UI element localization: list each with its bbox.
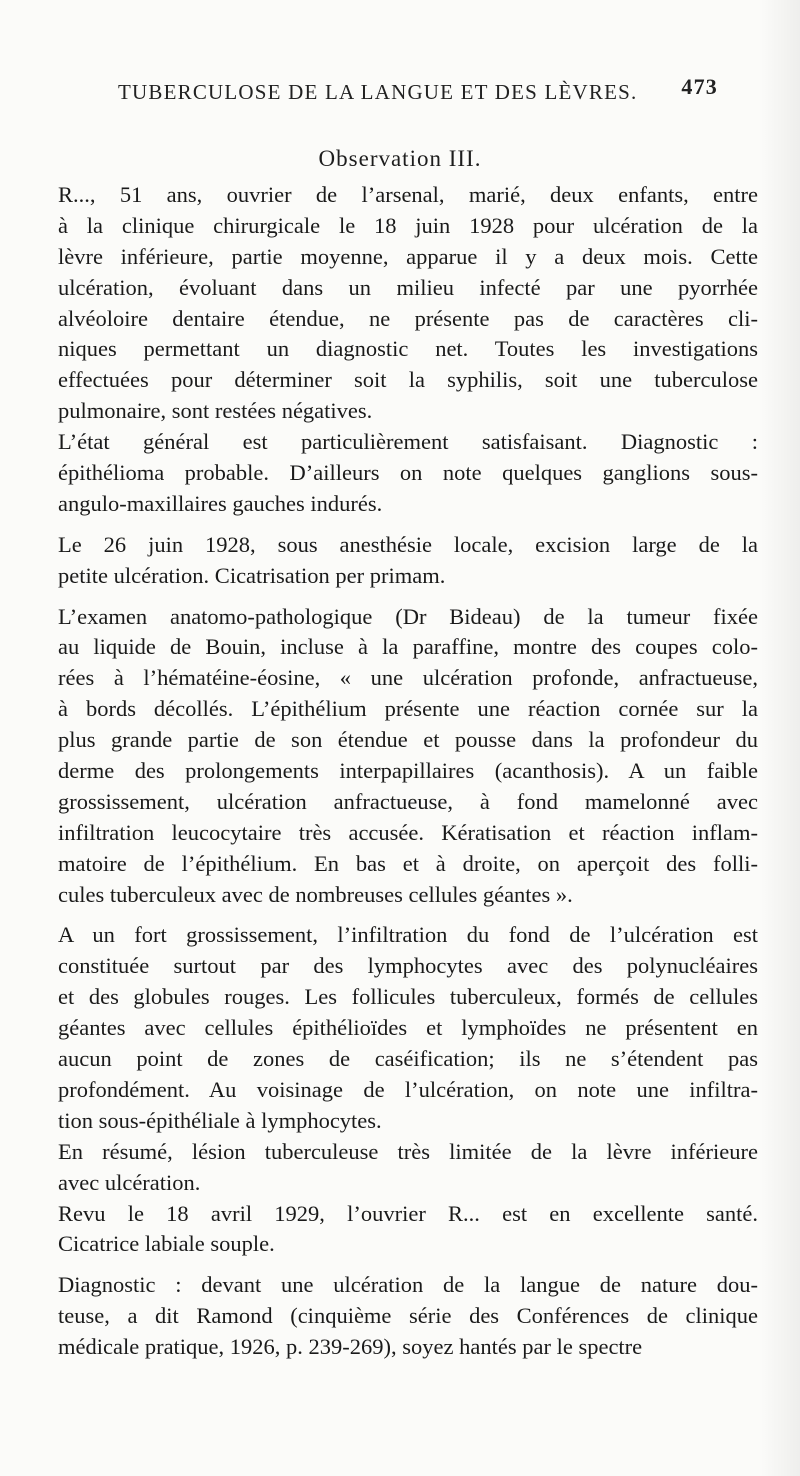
text-line: infiltration leucocytaire très accusée. Kératisation et réaction inflam- [58,819,758,845]
text-line: pulmonaire, sont restées négatives. [58,398,373,424]
text-line: niques permettant un diagnostic net. Toutes les investigations [58,336,758,362]
body-text [58,180,758,1363]
text-line: A un fort grossissement, l’infiltration du fond de l’ulcération est [58,922,758,948]
text-line: L’examen anatomo-pathologique (Dr Bideau) de la tumeur fixée [58,603,758,629]
text-line: aucun point de zones de caséification; ils ne s’étendent pas [58,1046,758,1072]
text-line: ulcération, évoluant dans un milieu infecté par une pyorrhée [58,274,758,300]
text-line: médicale pratique, 1926, p. 239-269), soyez hantés par le spectre [58,1334,643,1360]
text-line: teuse, a dit Ramond (cinquième série des Conférences de clinique [58,1303,758,1329]
text-line: En résumé, lésion tuberculeuse très limitée de la lèvre inférieure [58,1138,758,1164]
text-line: au liquide de Bouin, incluse à la paraffine, montre des coupes colo- [58,634,758,660]
text-line: Revu le 18 avril 1929, l’ouvrier R... est en excellente santé. [58,1200,758,1226]
text-line: Diagnostic : devant une ulcération de la langue de nature dou- [58,1272,758,1298]
paragraph-gap [58,1260,758,1270]
running-title: TUBERCULOSE DE LA LANGUE ET DES LÈVRES. [118,80,638,104]
text-line: angulo-maxillaires gauches indurés. [58,490,383,516]
text-line: à bords décollés. L’épithélium présente une réaction cornée sur la [58,696,758,722]
text-line: Cicatrice labiale souple. [58,1231,275,1257]
paragraph-gap [58,592,758,602]
paragraph [58,1270,758,1363]
text-line: L’état général est particulièrement satisfaisant. Diagnostic : [58,429,758,455]
text-line: et des globules rouges. Les follicules tuberculeux, formés de cellules [58,984,758,1010]
running-header [118,74,718,108]
paragraph [58,920,758,1136]
text-line: derme des prolongements interpapillaires (acanthosis). A un faible [58,758,758,784]
page-edge-shadow [760,0,800,1476]
page-number: 473 [681,74,718,99]
paragraph [58,530,758,592]
text-line: géantes avec cellules épithélioïdes et lymphoïdes ne présentent en [58,1015,758,1041]
observation-title: Observation III. [318,146,482,171]
paragraph [58,180,758,427]
text-line: grossissement, ulcération anfractueuse, à fond mamelonné avec [58,788,758,814]
paragraph-gap [58,910,758,920]
text-line: alvéoloire dentaire étendue, ne présente pas de caractères cli- [58,305,758,331]
paragraph [58,1199,758,1261]
text-line: tion sous-épithéliale à lymphocytes. [58,1107,382,1133]
text-line: R..., 51 ans, ouvrier de l’arsenal, marié, deux enfants, entre [58,182,758,207]
text-line: Le 26 juin 1928, sous anesthésie locale, excision large de la [58,531,758,557]
text-line: plus grande partie de son étendue et pousse dans la profondeur du [58,727,758,753]
text-line: lèvre inférieure, partie moyenne, apparue il y a deux mois. Cette [58,243,758,269]
text-line: cules tuberculeux avec de nombreuses cellules géantes ». [58,881,573,907]
text-line: avec ulcération. [58,1169,201,1195]
text-line: épithélioma probable. D’ailleurs on note quelques ganglions sous- [58,460,758,486]
text-line: à la clinique chirurgicale le 18 juin 1928 pour ulcération de la [58,212,758,238]
text-line: profondément. Au voisinage de l’ulcération, on note une infiltra- [58,1076,758,1102]
paragraph-gap [58,520,758,530]
paragraph [58,1137,758,1199]
text-line: rées à l’hématéine-éosine, « une ulcération profonde, anfractueuse, [58,665,758,691]
paragraph [58,427,758,520]
text-line: effectuées pour déterminer soit la syphilis, soit une tuberculose [58,367,758,393]
text-line: constituée surtout par des lymphocytes avec des polynucléaires [58,953,758,979]
text-line: matoire de l’épithélium. En bas et à droite, on aperçoit des folli- [58,850,758,876]
text-line: petite ulcération. Cicatrisation per primam. [58,562,446,588]
paragraph [58,602,758,911]
